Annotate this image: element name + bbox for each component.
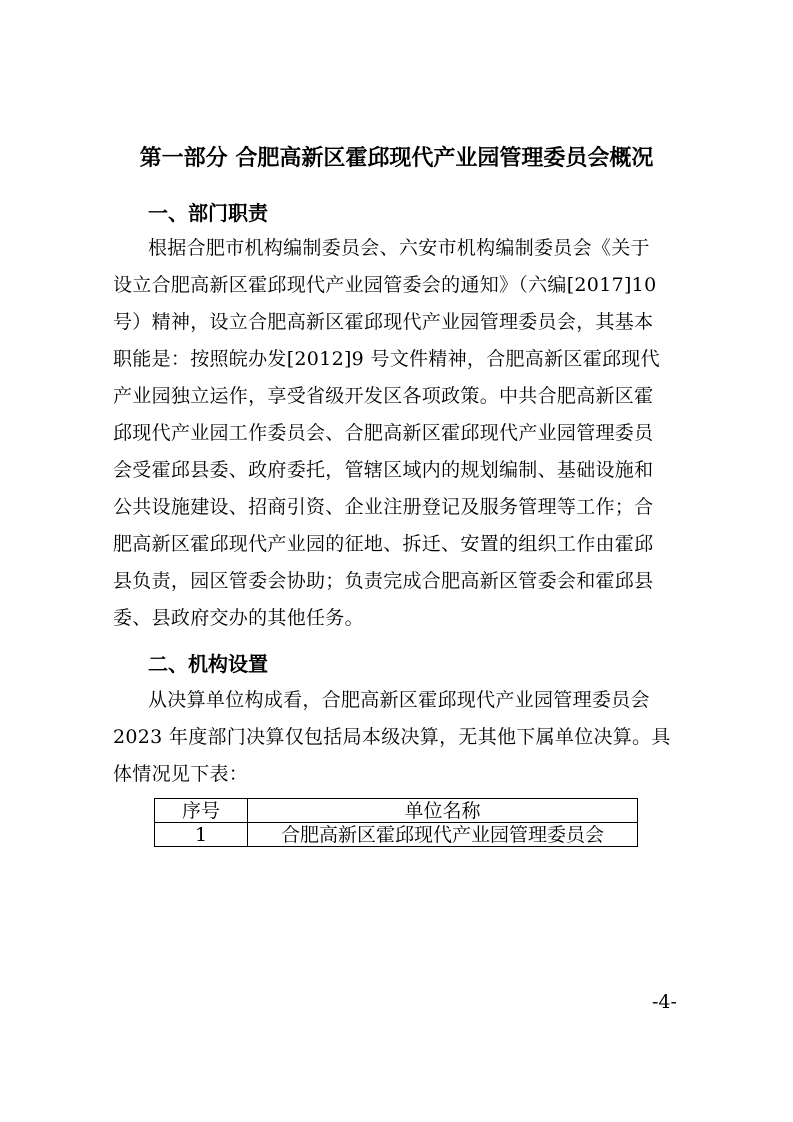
table-row: [155, 823, 638, 847]
paragraph-line: 邱现代产业园工作委员会、合肥高新区霍邱现代产业园管理委员: [113, 422, 654, 444]
paragraph-line: 2023 年度部门决算仅包括局本级决算，无其他下属单位决算。具: [113, 726, 671, 748]
paragraph-line: 号）精神，设立合肥高新区霍邱现代产业园管理委员会，其基本: [113, 311, 654, 333]
paragraph-line: 职能是：按照皖办发[2012]9 号文件精神，合肥高新区霍邱现代: [113, 348, 660, 370]
paragraph-line: 会受霍邱县委、政府委托，管辖区域内的规划编制、基础设施和: [113, 459, 654, 481]
page-number: -4-: [652, 991, 677, 1013]
paragraph-line: 从决算单位构成看，合肥高新区霍邱现代产业园管理委员会: [148, 689, 650, 711]
section-heading-duties: 一、部门职责: [148, 201, 268, 225]
unit-table: [154, 798, 638, 847]
table-cell: 合肥高新区霍邱现代产业园管理委员会: [248, 823, 638, 847]
paragraph-line: 县负责，园区管委会协助；负责完成合肥高新区管委会和霍邱县: [113, 570, 654, 592]
page-title: 第一部分 合肥高新区霍邱现代产业园管理委员会概况: [139, 146, 654, 171]
paragraph-line: 体情况见下表：: [113, 763, 249, 785]
table-cell: 1: [155, 823, 248, 847]
table-header-row: [155, 799, 638, 823]
paragraph-line: 肥高新区霍邱现代产业园的征地、拆迁、安置的组织工作由霍邱: [113, 533, 654, 555]
paragraph-line: 产业园独立运作，享受省级开发区各项政策。中共合肥高新区霍: [113, 385, 654, 407]
paragraph-line: 公共设施建设、招商引资、企业注册登记及服务管理等工作；合: [113, 496, 654, 518]
paragraph-line: 设立合肥高新区霍邱现代产业园管委会的通知》（六编[2017]10: [113, 274, 657, 296]
paragraph-line: 委、县政府交办的其他任务。: [113, 607, 364, 629]
section-heading-organization: 二、机构设置: [148, 652, 268, 676]
table-header-cell: 序号: [155, 799, 248, 823]
table-header-cell: 单位名称: [248, 799, 638, 823]
paragraph-line: 根据合肥市机构编制委员会、六安市机构编制委员会《关于: [148, 237, 650, 259]
